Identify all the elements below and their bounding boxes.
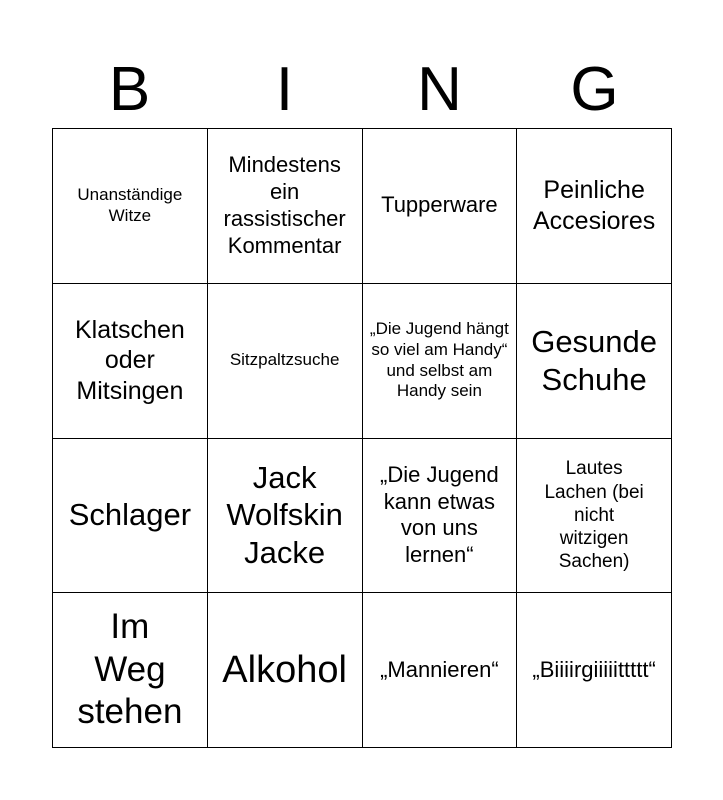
bingo-cell[interactable]	[208, 439, 363, 594]
bingo-cell[interactable]	[53, 284, 208, 439]
bingo-cell[interactable]	[208, 284, 363, 439]
bingo-cell-text: Gesunde Schuhe	[531, 323, 658, 397]
bingo-cell[interactable]	[363, 439, 518, 594]
bingo-cell-text: Klatschen oder Mitsingen	[74, 315, 185, 405]
bingo-card	[52, 128, 672, 748]
bingo-cell-text: Im Weg stehen	[77, 607, 183, 732]
bingo-header	[52, 52, 672, 128]
bingo-cell[interactable]	[53, 439, 208, 594]
bingo-cell[interactable]	[517, 593, 672, 748]
bingo-cell[interactable]	[517, 439, 672, 594]
bingo-cell-text: „Die Jugend kann etwas von uns lernen“	[380, 461, 499, 568]
bingo-cell-text: „Biiiirgiiiiittttt“	[532, 656, 656, 682]
bingo-cell-text: Mindestens ein rassistischer Kommentar	[223, 152, 346, 258]
bingo-cell-text: Sitzpaltzsuche	[229, 350, 340, 370]
bingo-cell[interactable]	[53, 593, 208, 748]
bingo-cell-text: „Die Jugend hängt so viel am Handy“ und selbst am Handy sein	[369, 319, 509, 401]
header-letter-b: B	[108, 55, 151, 124]
bingo-cell-text: Lautes Lachen (bei nicht witzigen Sachen)	[544, 458, 644, 573]
bingo-cell-text: Unanständige Witze	[77, 185, 183, 225]
bingo-cell-text: „Mannieren“	[380, 656, 499, 682]
bingo-cell[interactable]	[363, 593, 518, 748]
header-letter-i: I	[275, 55, 294, 124]
bingo-cell-text: Jack Wolfskin Jacke	[226, 459, 343, 571]
bingo-cell[interactable]	[517, 284, 672, 439]
header-letter-g: G	[570, 55, 619, 124]
bingo-cell[interactable]	[208, 593, 363, 748]
bingo-cell[interactable]	[53, 129, 208, 284]
bingo-cell[interactable]	[208, 129, 363, 284]
bingo-cell-text: Peinliche Accesiores	[532, 176, 656, 235]
header-letter-n: N	[417, 55, 462, 124]
bingo-cell-text: Tupperware	[381, 192, 498, 218]
bingo-cell[interactable]	[363, 129, 518, 284]
bingo-cell[interactable]	[517, 129, 672, 284]
bingo-cell-text: Alkohol	[222, 648, 347, 691]
bingo-cell-text: Schlager	[68, 497, 192, 533]
bingo-cell[interactable]	[363, 284, 518, 439]
